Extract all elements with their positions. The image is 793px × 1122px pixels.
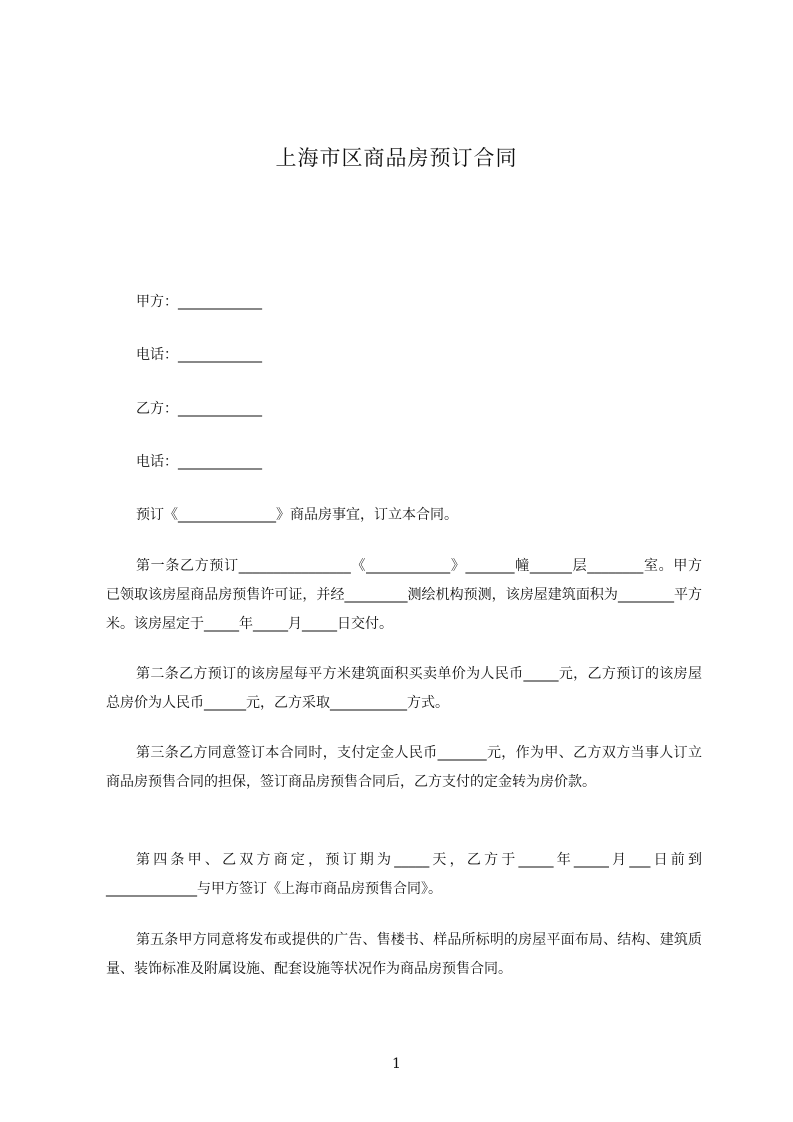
intro-line: 预订《______________》商品房事宜，订立本合同。 bbox=[136, 507, 458, 523]
article-2: 第二条乙方预订的该房屋每平方米建筑面积买卖单价为人民币_____元，乙方预订的该房屋总房价为人民币______元，乙方采取___________方式。 bbox=[106, 666, 702, 711]
article-1: 第一条乙方预订________________《____________》_______幢______层________室。甲方已领取该房屋商品房预售许可证，并经_________测绘机构预测，该房屋建筑面积为________平方米。该房屋定于_____年_____月_____日交付。 bbox=[106, 558, 702, 632]
article-4: 第四条甲、乙双方商定，预订期为_____天，乙方于_____年_____月___日前到_____________与甲方签订《上海市商品房预售合同》。 bbox=[106, 852, 702, 897]
party-a-field: 甲方：____________ bbox=[136, 294, 262, 310]
article-5: 第五条甲方同意将发布或提供的广告、售楼书、样品所标明的房屋平面布局、结构、建筑质量、装饰标准及附属设施、配套设施等状况作为商品房预售合同。 bbox=[106, 932, 702, 977]
document-title: 上海市区商品房预订合同 bbox=[275, 146, 518, 170]
party-b-field: 乙方：____________ bbox=[136, 401, 262, 417]
article-3: 第三条乙方同意签订本合同时，支付定金人民币_______元，作为甲、乙方双方当事人订立商品房预售合同的担保，签订商品房预售合同后，乙方支付的定金转为房价款。 bbox=[106, 745, 702, 790]
page-number: 1 bbox=[392, 1056, 401, 1072]
party-b-phone-field: 电话：____________ bbox=[136, 454, 262, 470]
party-a-phone-field: 电话：____________ bbox=[136, 347, 262, 363]
